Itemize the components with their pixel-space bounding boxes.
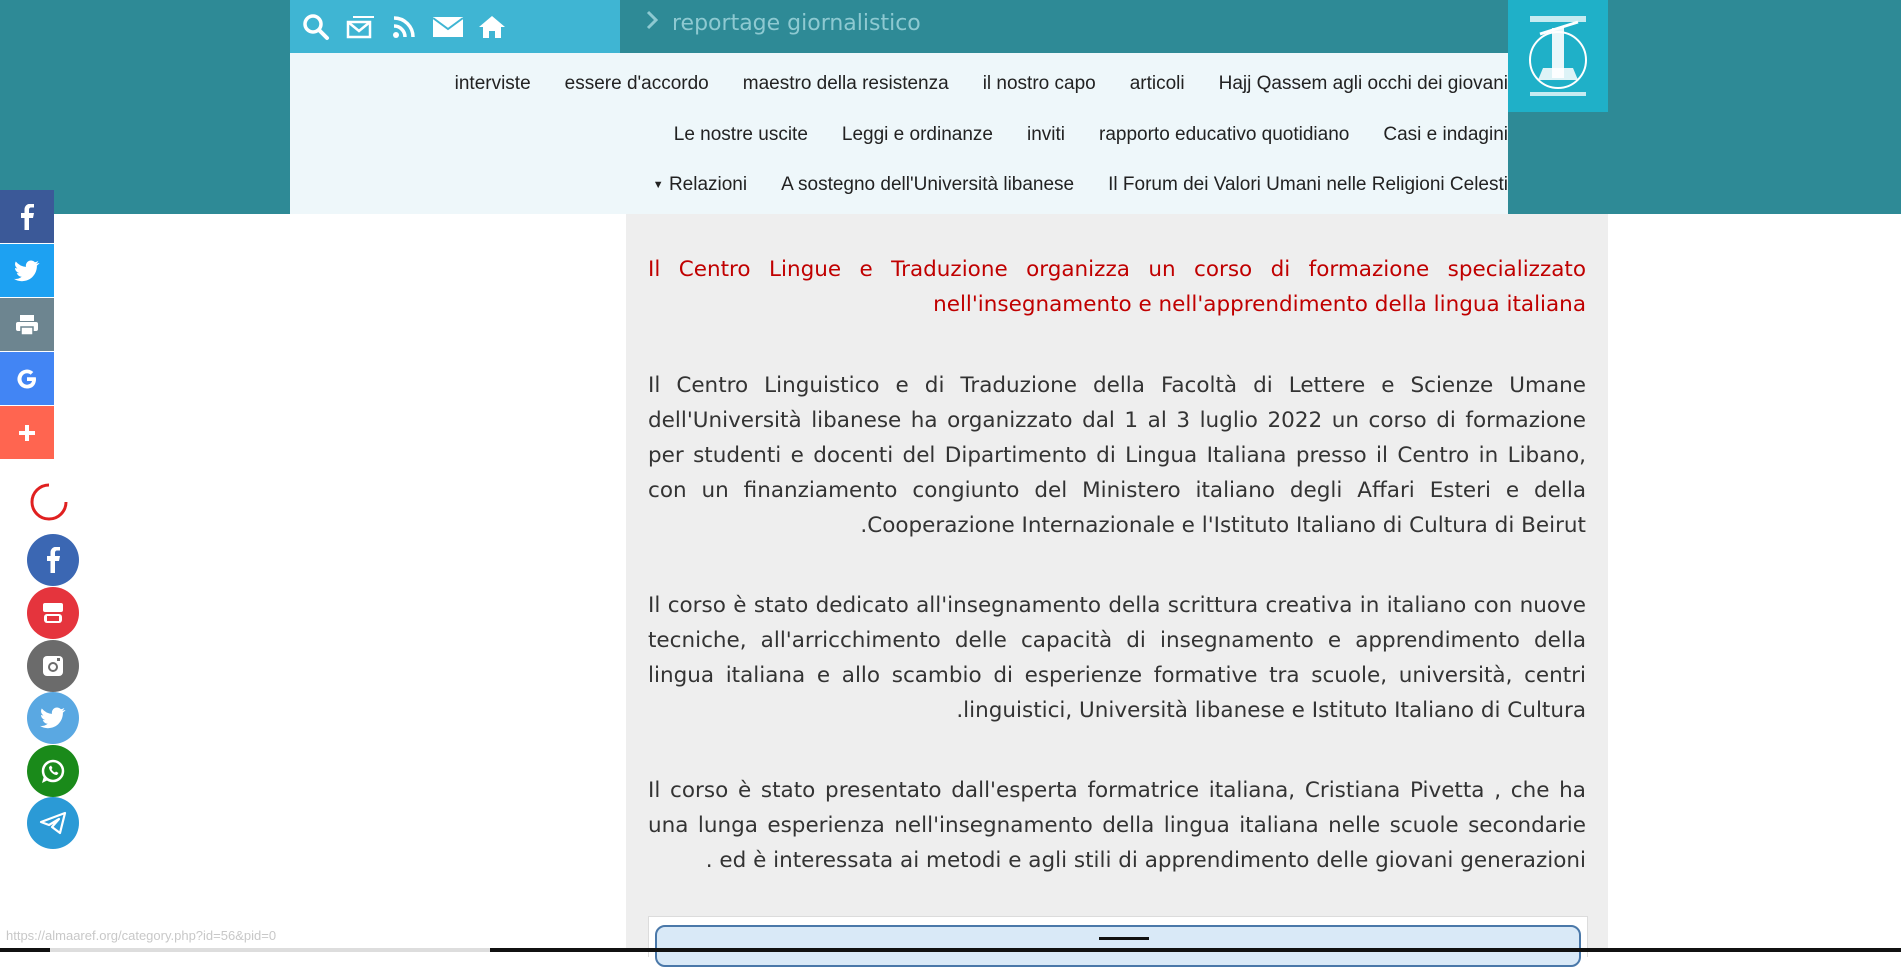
nav-item-essere-daccordo[interactable]: essere d'accordo: [564, 73, 709, 94]
bottom-edge: [0, 948, 1901, 952]
instagram-circle-icon[interactable]: [27, 640, 79, 692]
nav-item-hajj-qassem[interactable]: Hajj Qassem agli occhi dei giovani: [1218, 73, 1508, 94]
header: [290, 0, 1608, 214]
site-logo[interactable]: [1508, 0, 1608, 112]
caret-down-icon: ▼: [652, 178, 664, 191]
nav-item-articoli[interactable]: articoli: [1129, 73, 1185, 94]
facebook-circle-icon[interactable]: [27, 534, 79, 586]
nav-item-rapporto-educativo[interactable]: rapporto educativo quotidiano: [1099, 124, 1350, 145]
article-paragraph-1: Il Centro Linguistico e di Traduzione della Facoltà di Lettere e Scienze Umane dell'Università libanese ha organizzato dal 1 al 3 luglio 2022 un corso di formazione per studenti e docenti del Dipartimento di Lingua Italiana presso il Centro in Libano, con un finanziamento congiunto del Ministero italiano degli Affari Esteri e della Cooperazione Internazionale e l'Istituto Italiano di Cultura di Beirut.: [648, 373, 1586, 538]
logo-emblem-icon: [1518, 10, 1598, 102]
facebook-icon[interactable]: [0, 190, 54, 243]
youtube-circle-icon[interactable]: [27, 587, 79, 639]
plus-icon[interactable]: [0, 406, 54, 459]
status-bar-url: https://almaaref.org/category.php?id=56&pid=0: [6, 928, 277, 943]
nav-item-relazioni[interactable]: [653, 174, 747, 196]
print-icon[interactable]: [0, 298, 54, 351]
nav-item-leggi-e-ordinanze[interactable]: Leggi e ordinanze: [841, 124, 993, 145]
article-paragraph-3: Il corso è stato presentato dall'esperta formatrice italiana, Cristiana Pivetta , che ha una lunga esperienza nell'insegnamento della lingua italiana nelle scuole secondarie ed è interessata ai metodi e agli stili di apprendimento delle giovani generazioni .: [648, 778, 1586, 873]
share-bar: [0, 190, 54, 460]
nav-item-maestro-della-resistenza[interactable]: maestro della resistenza: [742, 73, 949, 94]
nav-item-casi-e-indagini[interactable]: Casi e indagini: [1383, 124, 1508, 145]
whatsapp-circle-icon[interactable]: [27, 745, 79, 797]
search-icon[interactable]: [294, 0, 338, 53]
header-icon-bar: [290, 0, 620, 53]
article-container: [626, 214, 1608, 952]
nav-row-2: [674, 124, 1508, 146]
home-icon[interactable]: [470, 0, 514, 53]
nav-row-1: [455, 73, 1508, 95]
article-title: Il Centro Lingue e Traduzione organizza un corso di formazione specializzato nell'insegnamento e nell'apprendimento della lingua italiana: [648, 257, 1586, 317]
nav-item-forum-valori-umani[interactable]: Il Forum dei Valori Umani nelle Religioni Celesti: [1108, 174, 1508, 195]
nav-row-3: [653, 174, 1508, 196]
nav-item-sostegno-universita[interactable]: A sostegno dell'Università libanese: [781, 174, 1075, 195]
breadcrumb: [620, 0, 1798, 53]
main-nav: [290, 53, 1508, 214]
bottom-edge-gap: [50, 948, 490, 952]
twitter-circle-icon[interactable]: [27, 692, 79, 744]
chevron-right-icon: [646, 10, 658, 36]
nav-item-inviti[interactable]: inviti: [1026, 124, 1065, 145]
article-body: [648, 252, 1586, 923]
rss-icon[interactable]: [382, 0, 426, 53]
loading-spinner-icon: [29, 482, 69, 522]
telegram-circle-icon[interactable]: [27, 797, 79, 849]
google-icon[interactable]: [0, 352, 54, 405]
twitter-icon[interactable]: [0, 244, 54, 297]
envelope-icon[interactable]: [426, 0, 470, 53]
mail-send-icon[interactable]: [338, 0, 382, 53]
nav-item-il-nostro-capo[interactable]: il nostro capo: [982, 73, 1096, 94]
nav-item-le-nostre-uscite[interactable]: Le nostre uscite: [673, 124, 808, 145]
nav-item-interviste[interactable]: interviste: [454, 73, 531, 94]
article-paragraph-2: Il corso è stato dedicato all'insegnamento della scrittura creativa in italiano con nuove tecniche, all'arricchimento delle capacità di insegnamento e apprendimento della lingua italiana e allo scambio di esperienze formative tra scuole, università, centri linguistici, Università libanese e Istituto Italiano di Cultura.: [648, 593, 1586, 723]
nav-item-relazioni-label: Relazioni: [668, 174, 748, 195]
breadcrumb-label[interactable]: reportage giornalistico: [672, 10, 921, 36]
